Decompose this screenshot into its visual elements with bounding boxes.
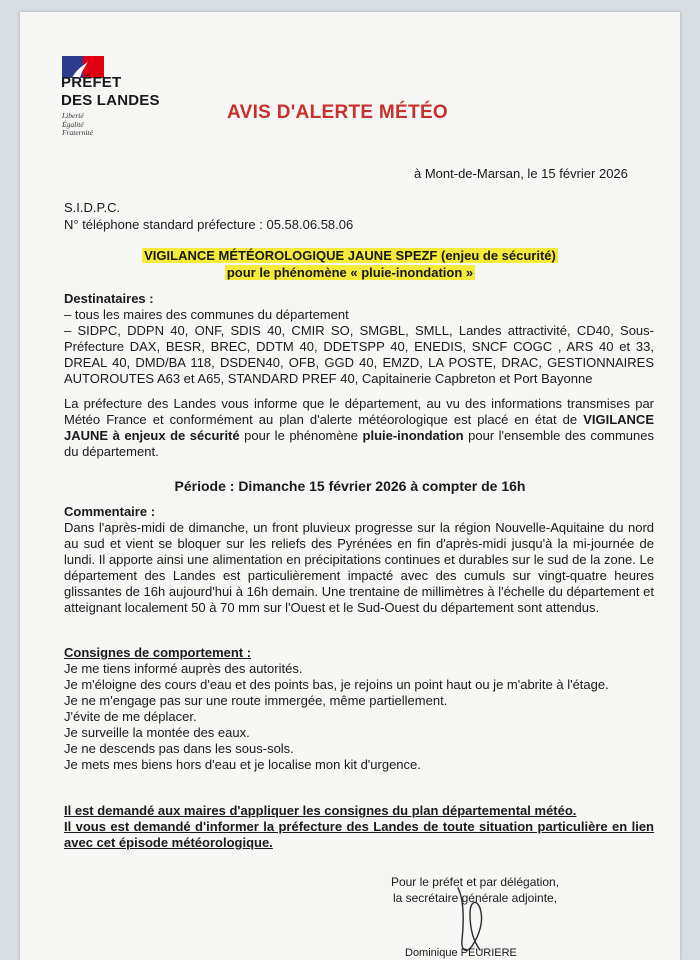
service-block [64,199,353,233]
consigne-item: Je ne descends pas dans les sous-sols. [64,741,294,756]
consigne-item: Je ne m'engage pas sur une route immergée, même partiellement. [64,693,448,708]
consigne-item: J'évite de me déplacer. [64,709,197,724]
request-line-2: Il vous est demandé d'informer la préfecture des Landes de toute situation particulière en lien avec cet épisode météorologique. [64,819,654,850]
comment-heading: Commentaire : [64,504,156,519]
request-line-1: Il est demandé aux maires d'appliquer les consignes du plan départemental météo. [64,803,577,818]
consignes-heading: Consignes de comportement : [64,645,252,660]
recipients-heading: Destinataires : [64,291,154,306]
consignes-block [64,645,654,773]
vigilance-line-2: pour le phénomène « pluie-inondation » [226,265,474,280]
document-title: AVIS D'ALERTE MÉTÉO [227,102,448,123]
signer-name: Dominique PEURIERE [405,947,517,959]
consigne-item: Je me tiens informé auprès des autorités. [64,661,303,676]
alert-period: Période : Dimanche 15 février 2026 à compter de 16h [174,478,526,494]
consigne-item: Je surveille la montée des eaux. [64,725,250,740]
requests-block [64,803,654,851]
signature-block: Pour le préfet et par délégation, la secrétaire générale adjointe, [390,875,560,905]
vigilance-line-1: VIGILANCE MÉTÉOROLOGIQUE JAUNE SPEZF (enjeu de sécurité) [144,248,556,263]
vigilance-banner [20,247,680,281]
comment-block [64,504,654,616]
phone-number: N° téléphone standard préfecture : 05.58.06.58.06 [64,217,354,232]
place-and-date: à Mont-de-Marsan, le 15 février 2026 [414,166,628,181]
recipients-line-1: – tous les maires des communes du département [64,307,349,322]
consigne-item: Je mets mes biens hors d'eau et je localise mon kit d'urgence. [64,757,421,772]
comment-body: Dans l'après-midi de dimanche, un front pluvieux progresse sur la région Nouvelle-Aquitaine du nord au sud et vient se bloquer sur les reliefs des Pyrénées en fin d'après-midi jusqu'à la mi-journée de lundi. Il apporte ainsi une alimentation en précipitations continues et durables sur le sud de la zone. Le département des Landes est particulièrement impacté avec des cumuls sur vingt-quatre heures glissantes de 16h aujourd'hui à 16h demain. Une trentaine de millimètres à l'échelle du département et atteignant localement 50 à 70 mm sur l'Ouest et le Sud-Ouest du département sont attendus. [64,520,654,615]
service-name: S.I.D.P.C. [64,200,121,215]
alert-document [20,12,680,960]
consigne-item: Je m'éloigne des cours d'eau et des points bas, je rejoins un point haut ou je m'abrite à l'étage. [64,677,609,692]
republic-motto: Liberté Égalité Fraternité [62,111,93,137]
prefect-name: PRÉFET DES LANDES [61,74,160,109]
intro-paragraph: La préfecture des Landes vous informe que le département, au vu des informations transmises par Météo France et conformément au plan d'alerte météorologique est placé en état de VIGILANCE JAUNE à enjeux de sécurité pour le phénomène pluie-inondation pour l'ensemble des communes du département. [64,396,654,459]
recipients-line-2: – SIDPC, DDPN 40, ONF, SDIS 40, CMIR SO, SMGBL, SMLL, Landes attractivité, CD40, Sous-Préfecture DAX, BESR, BREC, DDTM 40, DDETSPP 40, ENEDIS, SNCF COGC , ARS 40 et 33, DREAL 40, DMD/BA 118, DSDEN40, OFB, GGD 40, EMZD, LA POSTE, DRAC, GESTIONNAIRES AUTOROUTES A63 et A65, STANDARD PREF 40, Capitainerie Capbreton et Port Bayonne [64,323,654,386]
recipients-block [64,291,654,387]
